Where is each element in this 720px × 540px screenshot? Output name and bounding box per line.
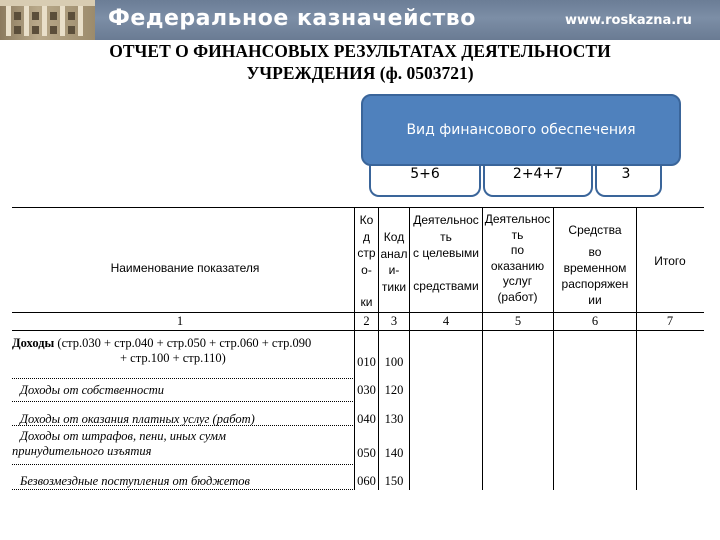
- page-title-line2: УЧРЕЖДЕНИЯ (ф. 0503721): [246, 63, 474, 83]
- page-title: [0, 40, 720, 84]
- table-row-line-code: 010: [357, 355, 376, 369]
- banner-url[interactable]: www.roskazna.ru: [565, 13, 692, 28]
- col-divider-6: [636, 207, 637, 490]
- table-row-analytic-code: 150: [384, 474, 404, 488]
- header-total: Итого: [654, 254, 686, 268]
- table-row-label: Доходы (стр.030 + стр.040 + стр.050 + стр.060 + стр.090 + стр.100 + стр.110): [12, 336, 312, 365]
- header-analytic-code: Код анал и- тики: [380, 230, 408, 294]
- callout-bubble-2-label: 2+4+7: [512, 166, 564, 182]
- table-row-analytic-code: 120: [384, 383, 404, 397]
- table-row-label: Доходы от оказания платных услуг (работ): [20, 412, 255, 426]
- table-row-line-code: 040: [357, 412, 376, 426]
- column-number-2: 2: [363, 314, 370, 328]
- header-targeted-funds: Деятельнос ть с целевыми средствами: [413, 213, 479, 293]
- table-row-line-code: 050: [357, 446, 376, 460]
- table-row-line-code: 060: [357, 474, 376, 488]
- table-header-separator: [12, 312, 704, 313]
- banner-title: Федеральное казначейство: [108, 6, 476, 31]
- column-number-6: 6: [591, 314, 599, 328]
- column-number-5: 5: [514, 314, 522, 328]
- header-banner: [0, 0, 720, 40]
- header-line-code: Ко д стр о- ки: [357, 213, 376, 309]
- callout-bubble-3-label: 3: [621, 166, 631, 182]
- table-top-border: [12, 207, 704, 208]
- callout-label: Вид финансового обеспечения: [406, 122, 636, 138]
- table-colnum-separator: [12, 330, 704, 331]
- table-row-line-code: 030: [357, 383, 376, 397]
- row-divider: [12, 489, 355, 490]
- row-divider: [12, 378, 355, 379]
- table-row-analytic-code: 140: [384, 446, 404, 460]
- table-row-analytic-code: 130: [384, 412, 404, 426]
- column-number-3: 3: [390, 314, 398, 328]
- row-divider: [12, 401, 355, 402]
- column-number-7: 7: [666, 314, 674, 328]
- funding-type-callout: [361, 94, 681, 166]
- table-row-label: Безвозмездные поступления от бюджетов: [20, 474, 250, 488]
- header-temporary-funds: Средства во временном распоряжен ии: [561, 223, 629, 307]
- header-name: Наименование показателя: [110, 261, 260, 275]
- row-divider: [12, 464, 355, 465]
- table-row-label: Доходы от штрафов, пени, иных сумм принудительного изъятия: [12, 429, 226, 458]
- column-number-1: 1: [176, 314, 184, 328]
- table-row-label: Доходы от собственности: [20, 383, 165, 397]
- table-row-analytic-code: 100: [384, 355, 404, 369]
- column-number-4: 4: [442, 314, 450, 328]
- page-title-line1: ОТЧЕТ О ФИНАНСОВЫХ РЕЗУЛЬТАТАХ ДЕЯТЕЛЬНОСТИ: [109, 41, 611, 61]
- header-services: Деятельнос ть по оказанию услуг (работ): [484, 212, 551, 304]
- building-image: [0, 0, 95, 40]
- callout-bubble-1-label: 5+6: [410, 166, 440, 182]
